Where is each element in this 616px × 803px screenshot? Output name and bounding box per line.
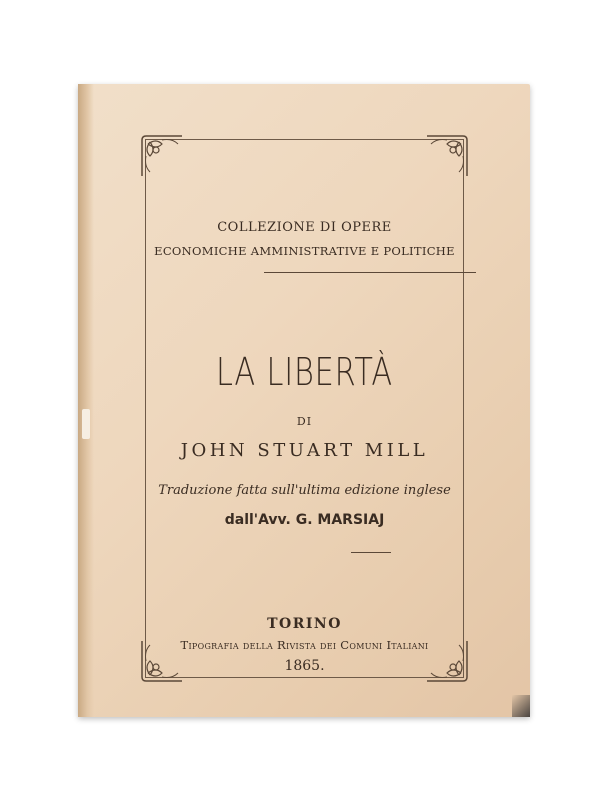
- by-label: DI: [296, 415, 313, 428]
- series-title-line2: ECONOMICHE AMMINISTRATIVE E POLITICHE: [154, 244, 455, 258]
- ornament-corner-icon: [421, 130, 473, 182]
- translator-name: dall'Avv. G. MARSIAJ: [224, 512, 385, 528]
- author-name: JOHN STUART MILL: [180, 440, 429, 461]
- worn-corner: [512, 695, 530, 717]
- translation-note: Traduzione fatta sull'ultima edizione inglese: [158, 483, 451, 498]
- decorative-border: [145, 139, 464, 678]
- divider: [351, 552, 391, 553]
- ornament-corner-icon: [136, 130, 188, 182]
- spine: [78, 84, 94, 717]
- book-cover: [78, 84, 530, 717]
- book-title: LA LIBERTÀ: [215, 350, 394, 394]
- printer-name: Tipografia della Rivista dei Comuni Italiani: [180, 638, 429, 652]
- divider: [264, 272, 476, 273]
- publication-year: 1865.: [284, 658, 325, 674]
- spine-tear: [82, 409, 90, 439]
- series-title-line1: COLLEZIONE DI OPERE: [217, 220, 392, 235]
- publication-city: TORINO: [267, 616, 342, 632]
